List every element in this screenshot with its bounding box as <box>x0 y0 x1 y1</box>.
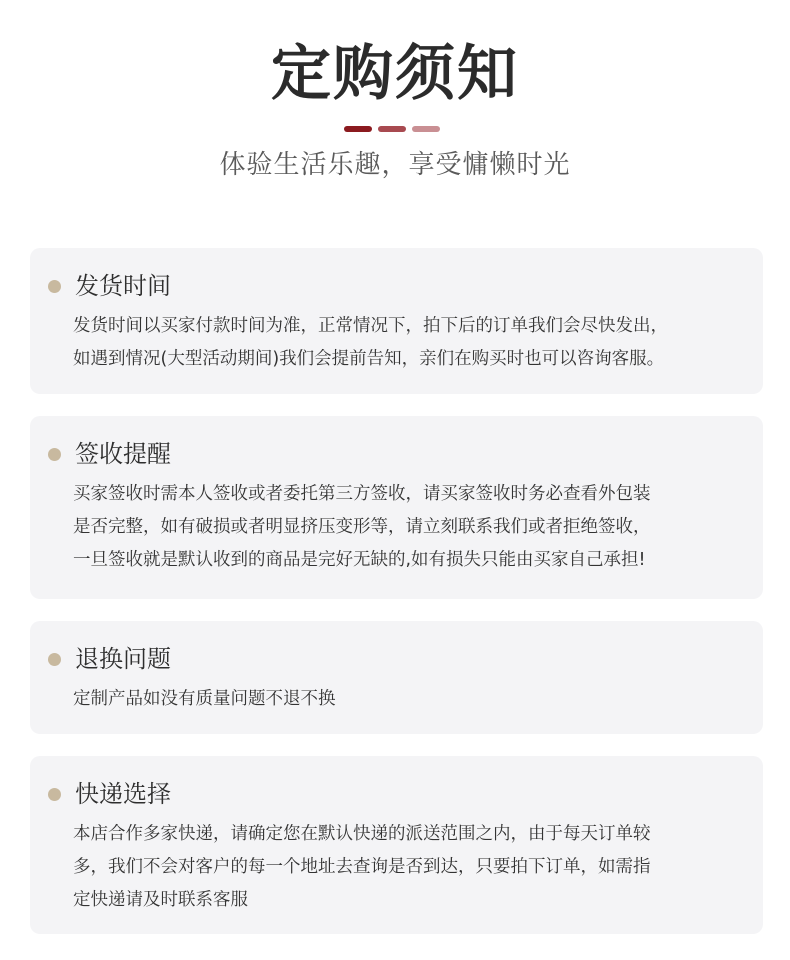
section-title: 退换问题 <box>75 645 171 673</box>
page-subtitle: 体验生活乐趣，享受慵懒时光 <box>219 150 571 180</box>
divider-dash <box>344 126 372 132</box>
section-title-row <box>48 641 171 677</box>
section-title: 发货时间 <box>75 272 171 300</box>
section-card-shipping-time <box>30 248 763 394</box>
section-card-courier-choice <box>30 756 763 934</box>
body-line: 定快递请及时联系客服 <box>73 890 248 910</box>
section-title-row <box>48 776 171 812</box>
section-title-row <box>48 268 171 304</box>
body-line: 本店合作多家快递，请确定您在默认快递的派送范围之内，由于每天订单较 <box>73 824 651 844</box>
section-card-receipt-reminder <box>30 416 763 599</box>
bullet-dot-icon <box>48 788 61 801</box>
body-line: 买家签收时需本人签收或者委托第三方签收，请买家签收时务必查看外包装 <box>73 484 651 504</box>
section-body <box>73 818 753 917</box>
bullet-dot-icon <box>48 280 61 293</box>
section-card-returns <box>30 621 763 734</box>
section-body <box>73 478 753 577</box>
body-line: 是否完整，如有破损或者明显挤压变形等，请立刻联系我们或者拒绝签收， <box>73 517 651 537</box>
bullet-dot-icon <box>48 653 61 666</box>
page-title: 定购须知 <box>271 39 519 109</box>
section-title-row <box>48 436 171 472</box>
section-body <box>73 683 753 716</box>
body-line: 一旦签收就是默认收到的商品是完好无缺的,如有损失只能由买家自己承担! <box>73 550 646 570</box>
body-line: 如遇到情况(大型活动期间)我们会提前告知，亲们在购买时也可以咨询客服。 <box>73 349 665 369</box>
section-title: 快递选择 <box>75 780 171 808</box>
divider-dash <box>412 126 440 132</box>
divider-dash <box>378 126 406 132</box>
bullet-dot-icon <box>48 448 61 461</box>
title-divider <box>344 126 440 133</box>
section-body <box>73 310 753 376</box>
section-title: 签收提醒 <box>75 440 171 468</box>
body-line: 发货时间以买家付款时间为准，正常情况下，拍下后的订单我们会尽快发出， <box>73 316 668 336</box>
body-line: 多，我们不会对客户的每一个地址去查询是否到达，只要拍下订单，如需指 <box>73 857 651 877</box>
body-line: 定制产品如没有质量问题不退不换 <box>73 689 336 709</box>
